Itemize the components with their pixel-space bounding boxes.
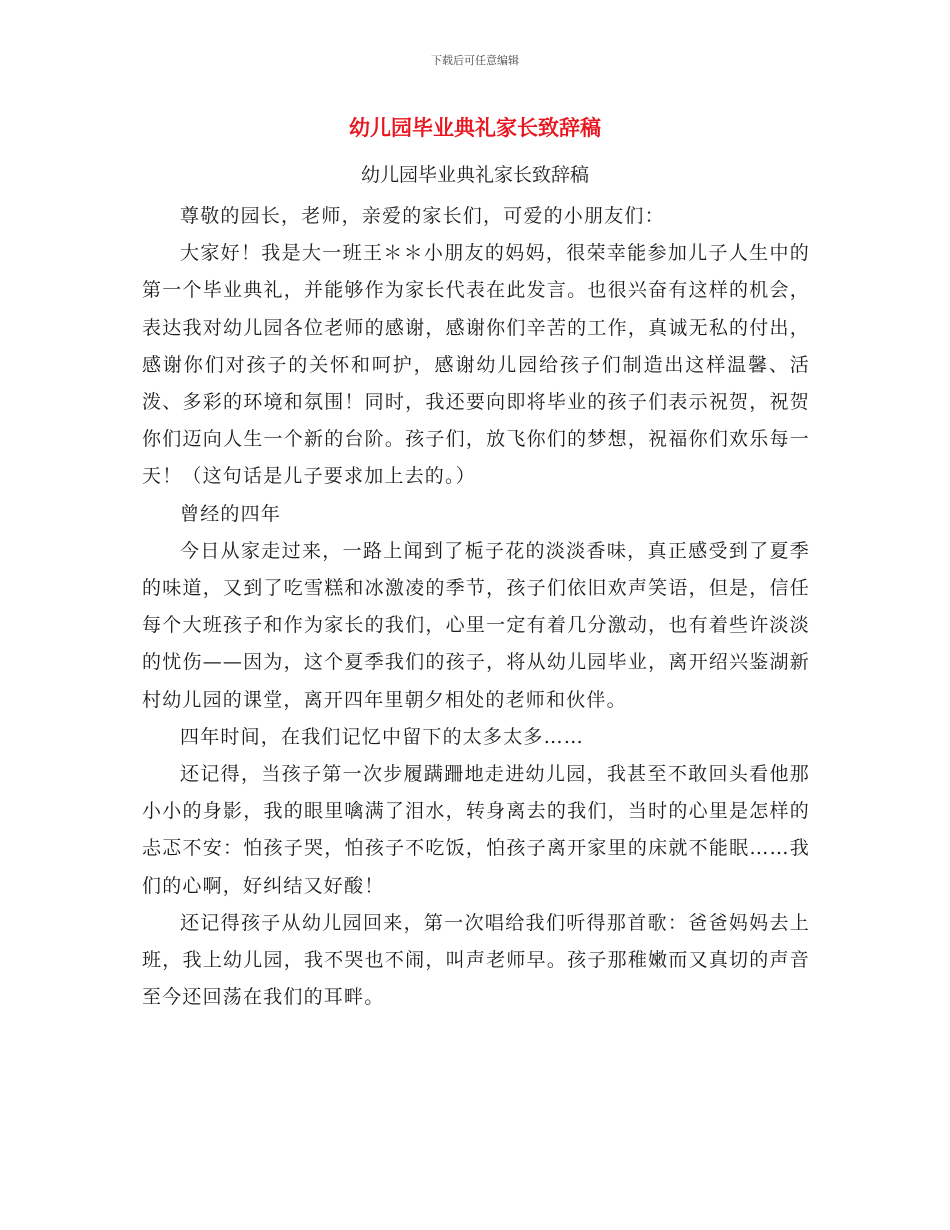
paragraph-introduction: 大家好！我是大一班王＊＊小朋友的妈妈，很荣幸能参加儿子人生中的第一个毕业典礼，并能够作为家长代表在此发言。也很兴奋有这样的机会，表达我对幼儿园各位老师的感谢，感谢你们辛苦的工作，真诚无私的付出，感谢你们对孩子的关怀和呵护，感谢幼儿园给孩子们制造出这样温馨、活泼、多彩的环境和氛围！同时，我还要向即将毕业的孩子们表示祝贺，祝贺你们迈向人生一个新的台阶。孩子们，放飞你们的梦想，祝福你们欢乐每一天！（这句话是儿子要求加上去的。） [142,242,810,488]
paragraph-memories: 今日从家走过来，一路上闻到了栀子花的淡淡香味，真正感受到了夏季的味道，又到了吃雪糕和冰激凌的季节，孩子们依旧欢声笑语，但是，信任每个大班孩子和作为家长的我们，心里一定有着几分激动，也有着些许淡淡的忧伤——因为，这个夏季我们的孩子，将从幼儿园毕业，离开绍兴鉴湖新村幼儿园的课堂，离开四年里朝夕相处的老师和伙伴。 [142,539,810,711]
header-note: 下载后可任意编辑 [431,54,519,67]
paragraph-greeting: 尊敬的园长，老师，亲爱的家长们，可爱的小朋友们： [180,205,665,227]
document-body [142,198,810,1016]
paragraph-first-song: 还记得孩子从幼儿园回来，第一次唱给我们听得那首歌：爸爸妈妈去上班，我上幼儿园，我不哭也不闹，叫声老师早。孩子那稚嫩而又真切的声音至今还回荡在我们的耳畔。 [142,911,810,1009]
paragraph-first-day: 还记得，当孩子第一次步履蹒跚地走进幼儿园，我甚至不敢回头看他那小小的身影，我的眼里噙满了泪水，转身离去的我们，当时的心里是怎样的忐忑不安：怕孩子哭，怕孩子不吃饭，怕孩子离开家里的床就不能眠……我们的心啊，好纠结又好酸！ [142,763,810,897]
document-title: 幼儿园毕业典礼家长致辞稿 [349,115,601,140]
document-subtitle: 幼儿园毕业典礼家长致辞稿 [360,164,589,186]
paragraph-four-years: 四年时间，在我们记忆中留下的太多太多…… [180,725,585,748]
section-heading: 曾经的四年 [180,502,282,525]
